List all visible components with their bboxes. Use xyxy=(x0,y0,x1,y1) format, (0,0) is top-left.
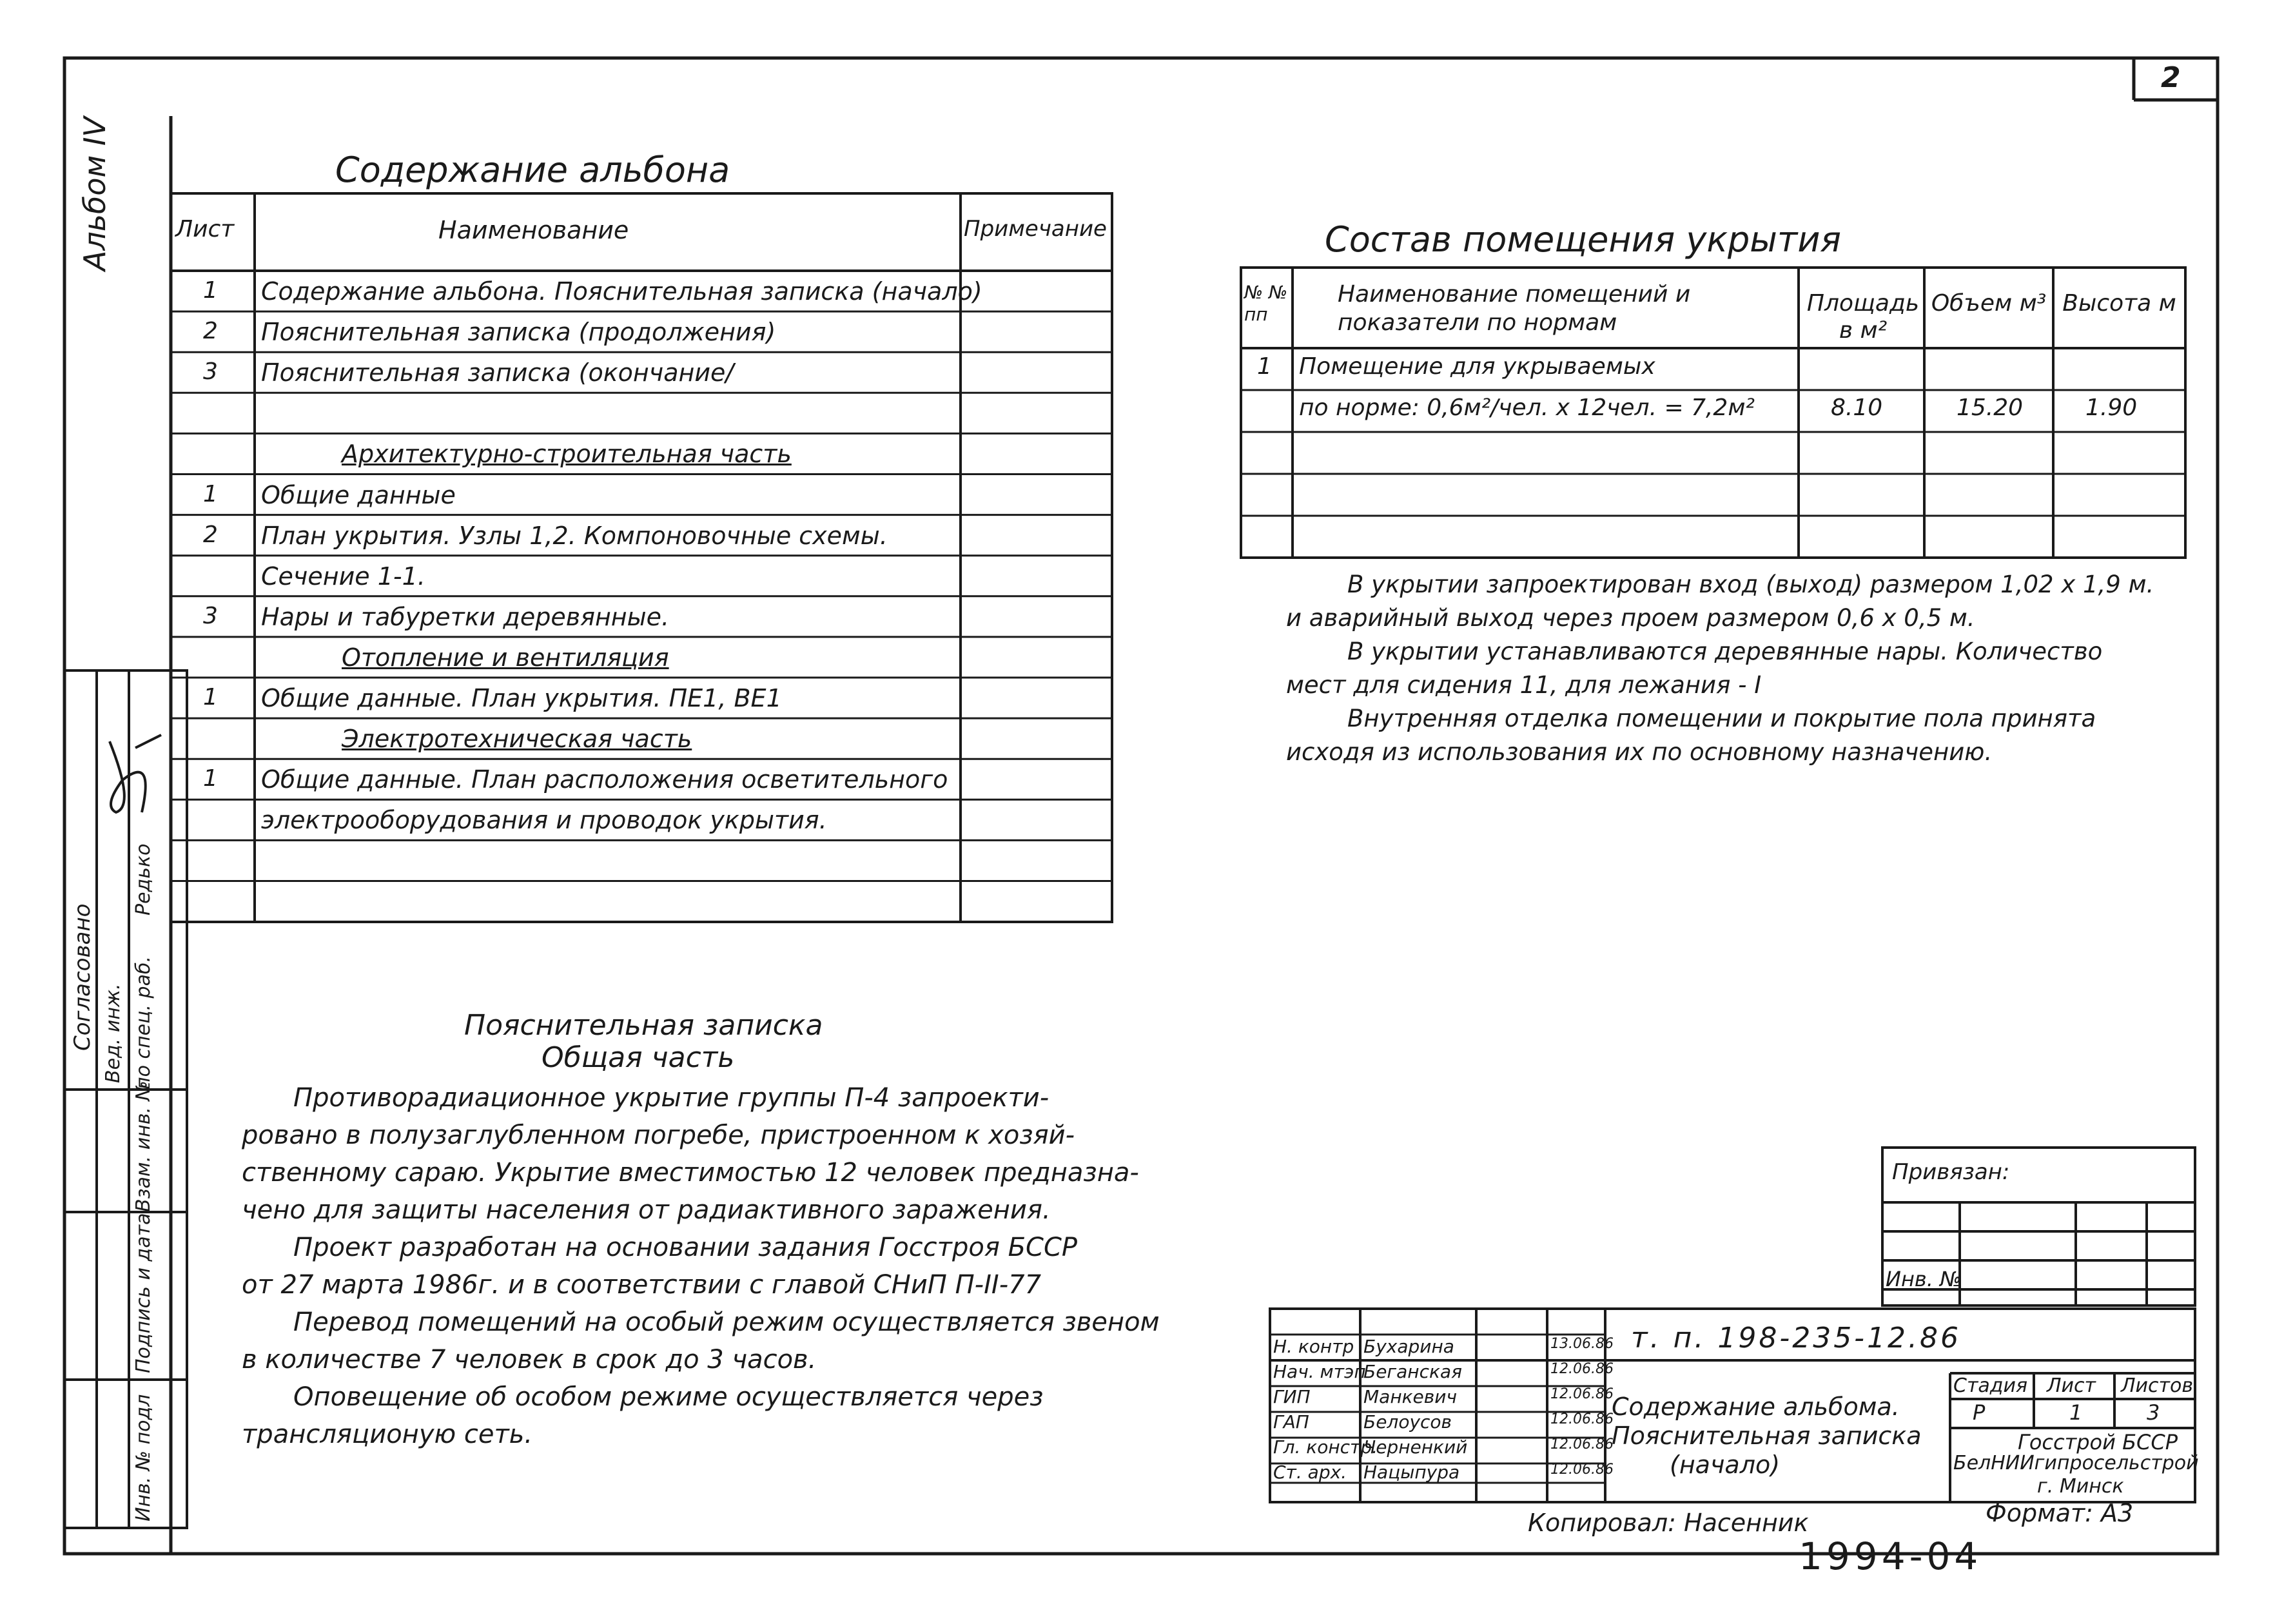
side-name: Редько xyxy=(132,843,155,915)
person-date: 13.06.86 xyxy=(1550,1336,1614,1352)
title-description-2: Пояснительная записка xyxy=(1612,1422,1922,1450)
contents-section-heading: Архитектурно-строительная часть xyxy=(342,440,792,469)
contents-row-name: План укрытия. Узлы 1,2. Компоновочные схемы. xyxy=(261,521,888,550)
shelter-title: Состав помещения укрытия xyxy=(1325,219,1841,260)
copied-by: Копировал: Насенник xyxy=(1528,1509,1809,1537)
contents-row-num: 1 xyxy=(203,684,218,710)
contents-section-heading: Электротехническая часть xyxy=(342,725,692,754)
note-line: от 27 марта 1986г. и в соответствии с главой СНиП П-II-77 xyxy=(242,1270,1042,1300)
person-name: Бухарина xyxy=(1363,1336,1454,1357)
note-line: трансляционую сеть. xyxy=(242,1420,533,1449)
contents-row-name: Сечение 1-1. xyxy=(261,562,425,591)
album-label: Альбом IV xyxy=(77,117,112,271)
tied-inv: Инв. № xyxy=(1886,1267,1962,1291)
note-title: Пояснительная записка xyxy=(464,1009,823,1042)
side-inv-orig: Инв. № подл xyxy=(132,1394,155,1521)
contents-header-note: Примечание xyxy=(964,216,1107,242)
contents-row-name: Пояснительная записка (продолжения) xyxy=(261,318,776,347)
shelter-note-line: исходя из использования их по основному назначению. xyxy=(1286,738,1993,766)
shelter-row-num: 1 xyxy=(1257,353,1272,380)
note-line: Оповещение об особом режиме осуществляется через xyxy=(293,1382,1044,1412)
shelter-header-name: Наименование помещений и показатели по нормам xyxy=(1338,281,1691,336)
contents-section-heading: Отопление и вентиляция xyxy=(342,643,669,672)
shelter-header-area: Площадь в м² xyxy=(1806,290,1920,344)
person-date: 12.06.86 xyxy=(1550,1386,1614,1402)
note-line: ровано в полузаглубленном погребе, пристроенном к хозяй- xyxy=(242,1120,1075,1150)
shelter-note-line: В укрытии устанавливаются деревянные нары. Количество xyxy=(1347,638,2103,665)
title-description-3: (начало) xyxy=(1670,1451,1781,1479)
contents-row-name: Нары и табуретки деревянные. xyxy=(261,602,670,631)
org-3: г. Минск xyxy=(2037,1475,2124,1498)
contents-row-name: Общие данные. План укрытия. ПЕ1, ВЕ1 xyxy=(261,684,782,712)
shelter-header-volume: Объем м³ xyxy=(1931,290,2047,317)
person-name: Нацыпура xyxy=(1363,1462,1460,1483)
contents-row-num: 3 xyxy=(203,358,218,386)
contents-row-num: 1 xyxy=(203,480,218,507)
contents-row-num: 1 xyxy=(203,765,218,792)
person-name: Манкевич xyxy=(1363,1386,1458,1407)
contents-row-name: Содержание альбона. Пояснительная записка (начало) xyxy=(261,277,982,306)
sheet-value: 1 xyxy=(2069,1400,2083,1425)
note-subtitle: Общая часть xyxy=(542,1041,735,1074)
side-agreed: Согласовано xyxy=(70,903,95,1051)
org-2: БелНИИгипросельстрой xyxy=(1953,1452,2199,1474)
side-signature xyxy=(97,729,174,825)
contents-header-name: Наименование xyxy=(438,216,629,244)
contents-row-name: Пояснительная записка (окончание/ xyxy=(261,358,734,387)
person-name: Черненкий xyxy=(1363,1436,1468,1458)
contents-title: Содержание альбона xyxy=(335,150,730,190)
side-sign-date: Подпись и дата xyxy=(132,1213,155,1373)
note-line: Противорадиационное укрытие группы П-4 запроекти- xyxy=(293,1083,1049,1113)
person-role: Гл. констр. xyxy=(1273,1436,1378,1458)
shelter-row-name: Помещение для укрываемых xyxy=(1299,353,1655,380)
sheets-label: Листов xyxy=(2121,1375,2194,1397)
shelter-row-volume: 15.20 xyxy=(1957,395,2024,421)
contents-header-sheet: Лист xyxy=(175,216,235,242)
note-line: в количестве 7 человек в срок до 3 часов. xyxy=(242,1345,817,1375)
person-role: Н. контр xyxy=(1273,1336,1354,1357)
side-chief-engineer: Вед. инж. xyxy=(102,983,124,1083)
person-name: Белоусов xyxy=(1363,1411,1452,1433)
contents-row-name: электрооборудования и проводок укрытия. xyxy=(261,806,827,835)
title-description-1: Содержание альбома. xyxy=(1612,1393,1900,1421)
sheet-number: 2 xyxy=(2161,61,2181,94)
contents-row-name: Общие данные. План расположения осветительного xyxy=(261,765,948,794)
contents-row-num: 2 xyxy=(203,318,218,345)
note-line: Перевод помещений на особый режим осуществляется звеном xyxy=(293,1307,1160,1337)
shelter-header-height: Высота м xyxy=(2062,290,2176,317)
person-date: 12.06.86 xyxy=(1550,1361,1614,1377)
person-role: ГИП xyxy=(1273,1386,1311,1407)
shelter-note-line: мест для сидения 11, для лежания - I xyxy=(1286,671,1762,699)
stage-value: Р xyxy=(1973,1400,1986,1425)
contents-row-num: 1 xyxy=(203,277,218,304)
shelter-row-height: 1.90 xyxy=(2085,395,2138,421)
person-date: 12.06.86 xyxy=(1550,1436,1614,1453)
side-special-works: по спец. раб. xyxy=(132,955,155,1090)
sheets-value: 3 xyxy=(2147,1400,2160,1425)
person-date: 12.06.86 xyxy=(1550,1462,1614,1478)
person-name: Беганская xyxy=(1363,1361,1462,1382)
contents-row-name: Общие данные xyxy=(261,480,456,509)
footer-code: 1994-04 xyxy=(1799,1534,1982,1578)
contents-row-num: 3 xyxy=(203,602,218,629)
note-line: чено для защиты населения от радиактивного заражения. xyxy=(242,1195,1051,1225)
side-replace-inv: Взам. инв. № xyxy=(132,1081,155,1212)
stage-label: Стадия xyxy=(1953,1375,2028,1397)
shelter-row-area: 8.10 xyxy=(1831,395,1883,421)
note-line: Проект разработан на основании задания Госстроя БССР xyxy=(293,1233,1078,1262)
sheet-label: Лист xyxy=(2047,1375,2096,1397)
person-role: Нач. мтэп xyxy=(1273,1361,1366,1382)
shelter-note-line: и аварийный выход через проем размером 0,6 x 0,5 м. xyxy=(1286,604,1975,632)
doc-code: т. п. 198-235-12.86 xyxy=(1631,1322,1962,1355)
format-label: Формат: А3 xyxy=(1986,1499,2134,1527)
shelter-header-num: № № пп xyxy=(1244,282,1288,325)
tied-label: Привязан: xyxy=(1892,1159,2010,1185)
person-role: ГАП xyxy=(1273,1411,1309,1433)
shelter-note-line: Внутренняя отделка помещении и покрытие пола принята xyxy=(1347,705,2096,732)
person-role: Ст. арх. xyxy=(1273,1462,1347,1483)
shelter-note-line: В укрытии запроектирован вход (выход) размером 1,02 x 1,9 м. xyxy=(1347,571,2154,598)
org-1: Госстрой БССР xyxy=(2018,1430,2178,1454)
person-date: 12.06.86 xyxy=(1550,1411,1614,1427)
note-line: ственному сараю. Укрытие вместимостью 12 человек предназна- xyxy=(242,1158,1139,1188)
contents-row-num: 2 xyxy=(203,521,218,548)
shelter-row-name: по норме: 0,6м²/чел. x 12чел. = 7,2м² xyxy=(1299,395,1755,421)
